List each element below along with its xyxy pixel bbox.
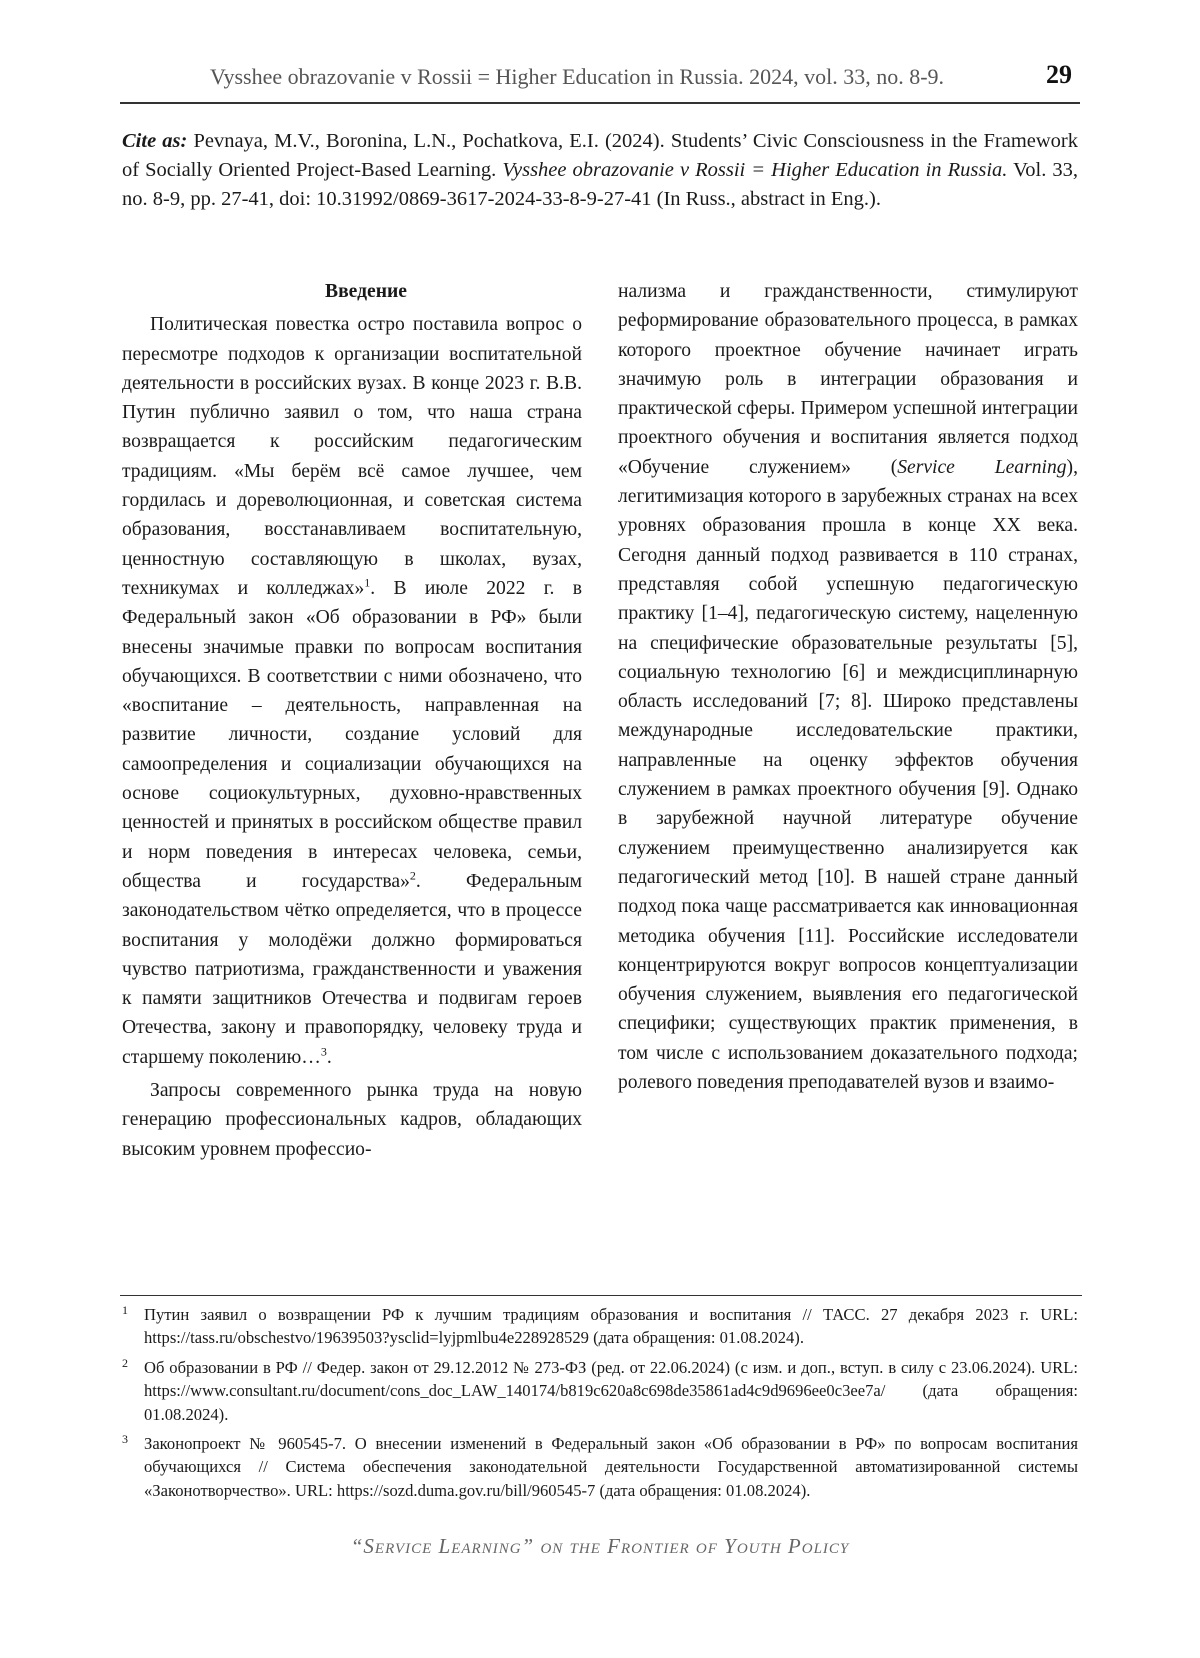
footnote-number: 1 [122,1303,128,1317]
paragraph-text: . В июле 2022 г. в Федеральный закон «Об образовании в РФ» были внесены значимые правки по вопросам воспитания обучающихся. В соответствии с ними обозначено, что «воспитание – деятельность, направленная на развитие личности, создание условий для самоопределения и социализации обучающихся на основе социокультурных, духовно-нравственных ценностей и принятых в российском обществе правил и норм поведения в интересах человека, семьи, общества и государства» [122,577,582,892]
footnote-item [122,1356,1078,1426]
citation-details: Vol. 33, no. 8-9, pp. 27-41, doi: 10.31992/0869-3617-2024-33-8-9-27-41 (In Russ., abstract in Eng.). [122,159,1078,210]
footnote-number: 3 [122,1432,128,1447]
running-footer: “Service Learning” on the Frontier of Youth Policy [350,1534,850,1558]
footnote-item [122,1303,1078,1350]
section-title: Введение [325,281,407,302]
paragraph-text: Политическая повестка остро поставила вопрос о пересмотре подходов к организации воспитательной деятельности в российских вузах. В конце 2023 г. В.В. Путин публично заявил о том, что наша страна возвращается к российским педагогическим традициям. «Мы берём всё самое лучшее, чем гордилась и дореволюционная, и советская система образования, восстанавливаем воспитательную, ценностную составляющую в школах, вузах, техникумах и колледжах» [122,314,582,599]
running-title: Vysshee obrazovanie v Rossii = Higher Education in Russia. 2024, vol. 33, no. 8-9. [210,64,945,89]
footnote-ref[interactable]: 1 [364,575,371,590]
left-column [122,277,582,1164]
footnote-ref[interactable]: 3 [320,1044,327,1059]
page-number: 29 [1046,60,1072,89]
right-column [618,277,1078,1097]
paragraph-text: . Федеральным законодательством чётко определяется, что в процессе воспитания у молодёжи должно формироваться чувство патриотизма, гражданственности и уважения к памяти защитников Отечества и подвигам героев Отечества, закону и правопорядку, человеку труда и старшему поколению… [122,870,583,1068]
citation-block [122,127,1078,214]
citation-journal: Vysshee obrazovanie v Rossii = Higher Education in Russia. [502,159,1008,181]
paragraph [122,310,582,1072]
footnote-number: 2 [122,1355,128,1370]
footnote-divider [120,1295,1082,1296]
footnote-text: Законопроект № 960545-7. О внесении изменений в Федеральный закон «Об образовании в РФ» по вопросам воспитания обучающихся // Система обеспечения законодательной деятельности Государственной автоматизированной системы «Законотворчество». URL: https://sozd.duma.gov.ru/bill/960545-7 (дата обращения: 01.08.2024). [144,1434,1078,1500]
running-header [120,62,1080,104]
paragraph: Запросы современного рынка труда на новую генерацию профессиональных кадров, обладающих высоким уровнем профессио- [122,1080,582,1160]
paragraph [618,277,1078,1097]
citation-label: Cite as: [122,130,188,152]
citation-authors: Pevnaya, M.V., Boronina, L.N., Pochatkova, E.I. (2024). Students’ Civic Consciousness in the Framework of Socially Oriented Project-Based Learning. [122,130,1078,181]
italic-term: Service Learning [897,456,1067,478]
footnote-ref[interactable]: 2 [409,868,416,883]
footnote-text: Путин заявил о возвращении РФ к лучшим традициям образования и воспитания // ТАСС. 27 декабря 2023 г. URL: https://tass.ru/obschestvo/19639503?ysclid=lyjpmlbu4e228928529 (дата обращения: 01.08.2024). [144,1305,1078,1348]
footnote-text: Об образовании в РФ // Федер. закон от 29.12.2012 № 273-ФЗ (ред. от 22.06.2024) (с изм. и доп., вступ. в силу с 23.06.2024). URL: https://www.consultant.ru/document/cons_doc_LAW_140174/b819c620a8c698de35861ad4c9d9696ee0c3ee7a/ (дата обращения: 01.08.2024). [144,1357,1078,1424]
paragraph-text: нализма и гражданственности, стимулируют реформирование образовательного процесса, в рамках которого проектное обучение начинает играть значимую роль в интеграции образования и практической сферы. Примером успешной интеграции проектного обучения и воспитания является подход «Обучение служением» ( [618,281,1078,478]
footnote-item [122,1432,1078,1502]
paragraph-text: . [326,1046,332,1068]
paragraph-text: ), легитимизация которого в зарубежных странах на всех уровнях образования прошла в конце XX века. Сегодня данный подход развивается в 110 странах, представляя собой успешную педагогическую практику [1–4], педагогическую систему, нацеленную на специфические образовательные результаты [5], социальную технологию [6] и междисциплинарную область исследований [7; 8]. Широко представлены международные исследовательские практики, направленные на оценку эффектов обучения служением в рамках проектного обучения [9]. Однако в зарубежной научной литературе обучение служением преимущественно анализируется как педагогический метод [10]. В нашей стране данный подход пока чаще рассматривается как инновационная методика обучения [11]. Российские исследователи концентрируются вокруг вопросов концептуализации обучения служением, выявления его педагогической специфики; существующих практик применения, в том числе с использованием доказательного подхода; ролевого поведения преподавателей вузов и взаимо- [618,456,1078,1094]
footnotes [122,1303,1078,1508]
